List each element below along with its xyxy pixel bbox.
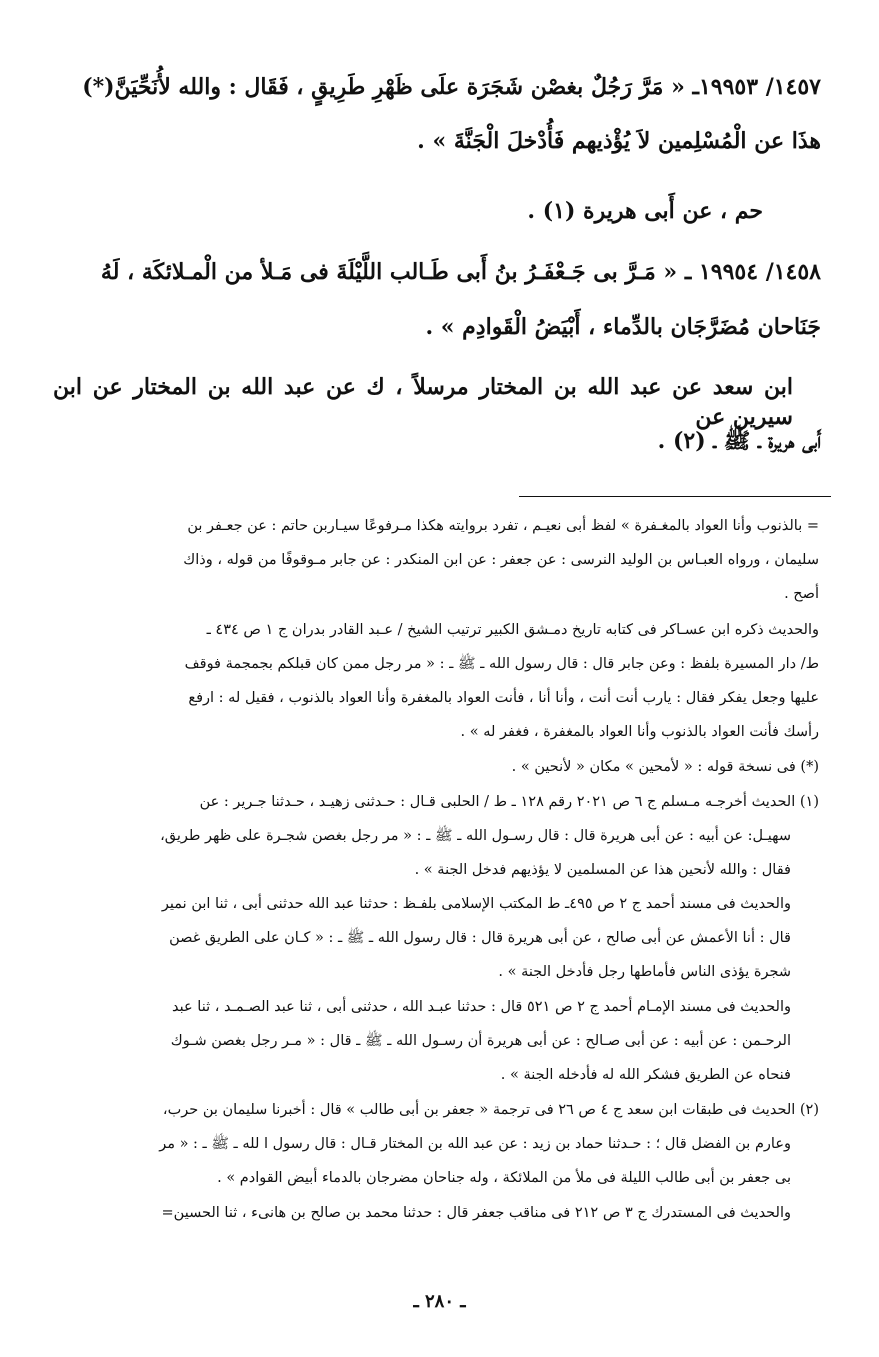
footnote-2: (٢) الحديث فى طبقات ابن سعد ج ٤ ص ٢٦ فى ترجمة « جعفر بن أبى طالب » قال : أخبرنا سليمان بن حرب، — [162, 1102, 819, 1118]
hadith-1457-line-1: ١٤٥٧/ ١٩٩٥٣ـ « مَرَّ رَجُلٌ بغصْن شَجَرَة علَى ظَهْرِ طَرِيقٍ ، فَقَال : والله لأُنَحِّيَنَّ(*) — [82, 74, 821, 100]
hadith-1458-line-1: ١٤٥٨/ ١٩٩٥٤ ـ « مَـرَّ بى جَـعْفَـرُ بنُ أَبى طَـالب اللَّيْلَةَ فى مَـلأ من الْمـلائكَة ، لَهُ — [100, 259, 821, 285]
footnote-line: والحديث ذكره ابن عسـاكر فى كتابه تاريخ دمـشق الكبير ترتيب الشيخ / عـبد القادر بدران ج ١ ص ٤٣٤ ـ — [206, 622, 819, 638]
footnote-line: عليها وجعل يفكر فقال : يارب أنت أنت ، وأنا أنا ، فأنت العواد بالمغفرة وأنا العواد بالذنوب ، فقيل له : ارفع — [188, 690, 819, 706]
footnote-line: بى جعفر بن أبى طالب الليلة فى ملأ من الملائكة ، وله جناحان مضرجان بالدماء أبيض القوادم » . — [217, 1170, 791, 1186]
footnote-line: سهيـل: عن أبيه : عن أبى هريرة قال : قال رسـول الله ـ ﷺ ـ : « مر رجل بغصن شجـرة على ظهر طريق، — [160, 828, 791, 844]
footnote-line: أصح . — [784, 586, 819, 602]
page-number: ـ ٢٨٠ ـ — [413, 1291, 466, 1312]
footnote-line: فنحاه عن الطريق فشكر الله له فأدخله الجنة » . — [500, 1067, 791, 1083]
hadith-1458-source-line-1: ابن سعد عن عبد الله بن المختار مرسلاً ، ك عن عبد الله بن المختار عن ابن سيرين عن — [53, 374, 793, 430]
footnote-asterisk: (*) فى نسخة قوله : « لأمحين » مكان « لأنحين » . — [511, 759, 819, 775]
footnote-line: = بالذنوب وأنا العواد بالمغـفرة » لفظ أبى نعيـم ، تفرد بروايته هكذا مـرفوعًا سيـاربن حاتم : عن جعـفر بن — [187, 518, 819, 534]
footnote-line: شجرة يؤذى الناس فأماطها رجل فأدخل الجنة » . — [498, 964, 791, 980]
footnote-line: وعارم بن الفضل قال ؛ : حـدثنا حماد بن زيد : عن عبد الله بن المختار قـال : قال رسول ا لله ـ ﷺ ـ : « مر — [159, 1136, 791, 1152]
footnote-line: والحديث فى مسند الإمـام أحمد ج ٢ ص ٥٢١ قال : حدثنا عبـد الله ، حدثنى أبى ، ثنا عبد الصـمـد ، ثنا عبد — [172, 999, 791, 1015]
footnote-line: ط/ دار المسيرة بلفظ : وعن جابر قال : قال رسول الله ـ ﷺ ـ : « مر رجل ممن كان قبلكم بجمجمة فوقف — [184, 656, 819, 672]
footnote-1: (١) الحديث أخرجـه مـسلم ج ٦ ص ٢٠٢١ رقم ١٢٨ ـ ط / الحلبى قـال : حـدثنى زهيـد ، حـدثنا جـرير : عن — [199, 794, 819, 810]
footnote-divider — [519, 496, 831, 497]
footnote-line: الرحـمن : عن أبيه : عن أبى صـالح : عن أبى هريرة أن رسـول الله ـ ﷺ ـ قال : « مـر رجل بغصن شـوك — [170, 1033, 791, 1049]
footnote-line: والحديث فى مسند أحمد ج ٢ ص ٤٩٥ـ ط المكتب الإسلامى بلفـظ : حدثنا عبد الله حدثنى أبى ، ثنا ابن نمير — [161, 896, 791, 912]
footnote-line: فقال : والله لأنحين هذا عن المسلمين لا يؤذيهم فدخل الجنة » . — [414, 862, 791, 878]
footnote-line: سليمان ، ورواه العبـاس بن الوليد النرسى : عن جعفر : عن ابن المنكدر : عن جابر مـوقوفًا من قوله ، وذاك — [183, 552, 819, 568]
footnote-line: والحديث فى المستدرك ج ٣ ص ٢١٢ فى مناقب جعفر قال : حدثنا محمد بن صالح بن هانىء ، ثنا الحسين= — [161, 1205, 791, 1221]
footnote-line: رأسك فأنت العواد بالذنوب وأنا العواد بالمغفرة ، فغفر له » . — [460, 724, 819, 740]
footnote-line: قال : أنا الأعمش عن أبى صالح ، عن أبى هريرة قال : قال رسول الله ـ ﷺ ـ : « كـان على الطريق غصن — [169, 930, 791, 946]
hadith-1458-line-2: جَنَاحان مُضَرَّجَان بالدِّماء ، أَبْيَضُ الْقَوادِم » . — [425, 314, 821, 340]
hadith-1457-line-2: هذَا عن الْمُسْلِمين لاَ يُؤْذيهم فَأُدْخلَ الْجَنَّةَ » . — [417, 128, 821, 154]
hadith-1458-source-line-2: أَبى هريرة ـ ﷺ ـ (٢) . — [657, 428, 821, 454]
hadith-1457-source: حم ، عن أَبى هريرة (١) . — [527, 198, 763, 224]
